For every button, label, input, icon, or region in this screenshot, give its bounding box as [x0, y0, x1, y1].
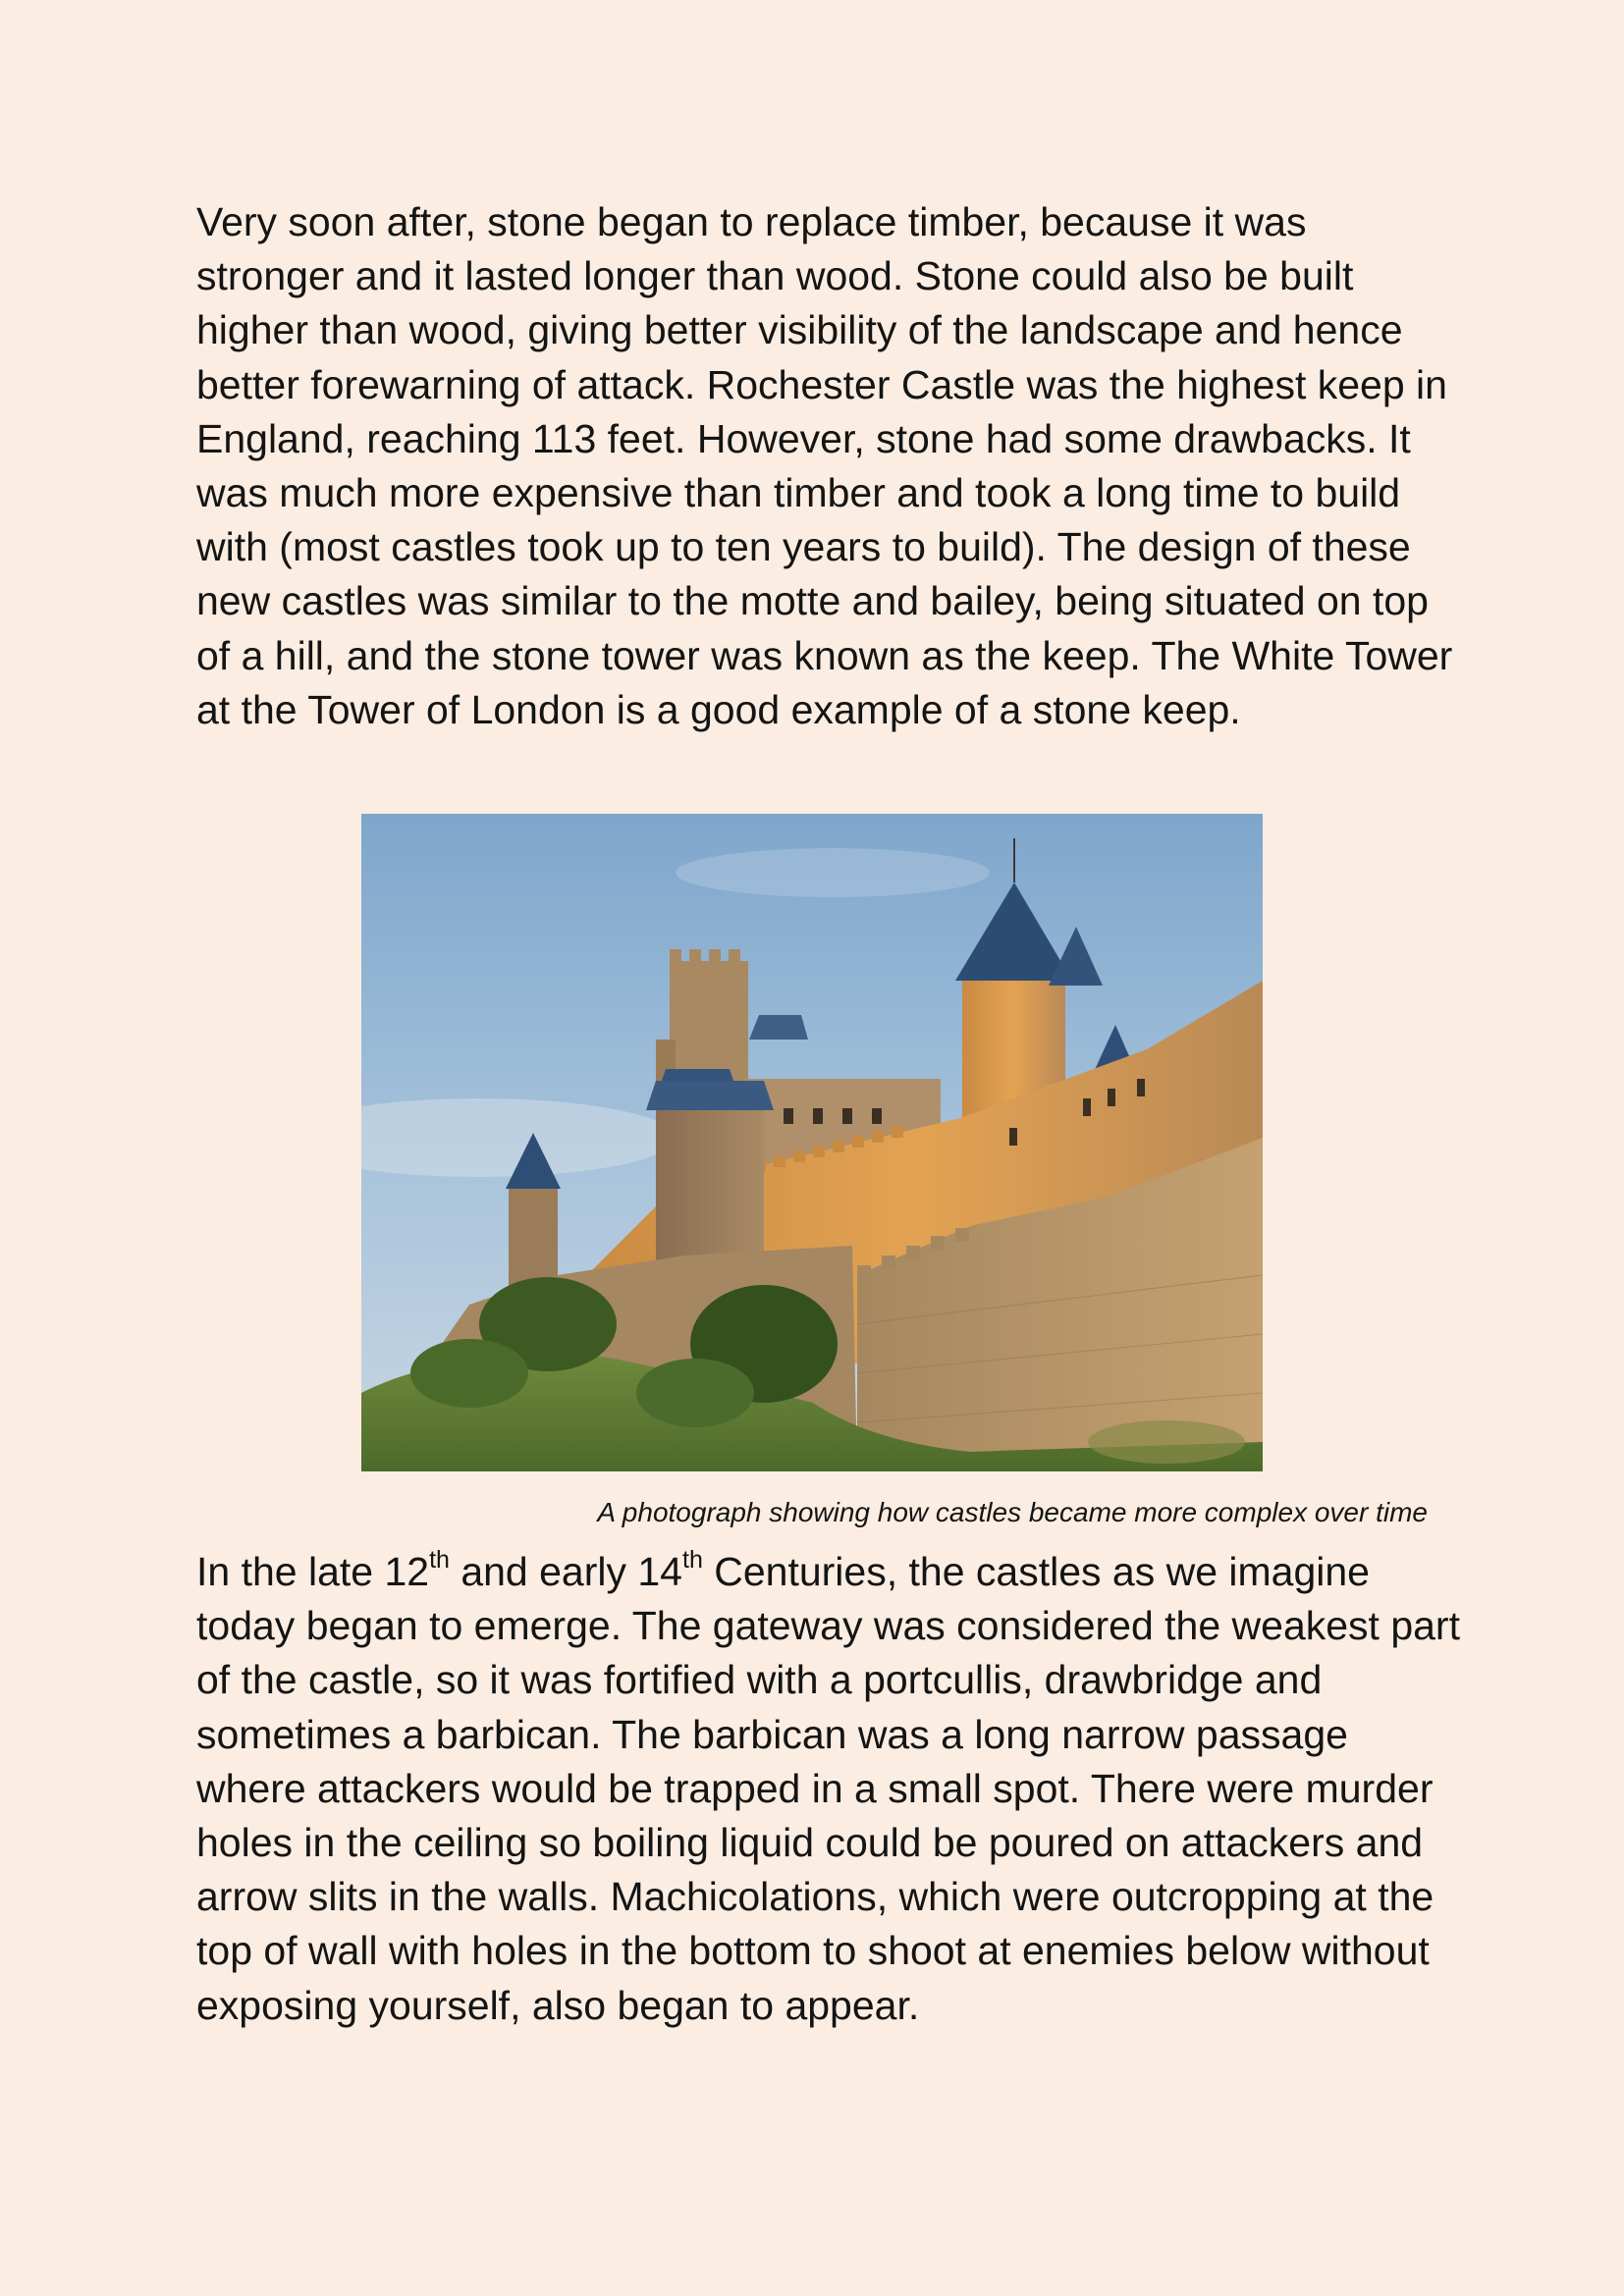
superscript-th-2: th: [682, 1546, 703, 1575]
photo-caption: A photograph showing how castles became more complex over time: [597, 1497, 1428, 1527]
paragraph-later-castles: [196, 1545, 1463, 2033]
paragraph2-text-1: In the late 12: [196, 1549, 430, 1594]
superscript-th-1: th: [429, 1546, 450, 1575]
paragraph2-text-2: and early 14: [449, 1549, 682, 1594]
paragraph2-text-3: Centuries, the castles as we imagine today began to emerge. The gateway was considered the weakest part of the castle, so it was fortified with a portcullis, drawbridge and sometimes a barbican. The barbican was a long narrow passage where attackers would be trapped in a small spot. There were murder holes in the ceiling so boiling liquid could be poured on attackers and arrow slits in the walls. Machicolations, which were outcropping at the top of wall with holes in the bottom to shoot at enemies below without exposing yourself, also began to appear.: [196, 1549, 1460, 2028]
paragraph-stone-castles: Very soon after, stone began to replace timber, because it was stronger and it lasted longer than wood. Stone could also be built higher than wood, giving better visibility of the landscape and hence better forewarning of attack. Rochester Castle was the highest keep in England, reaching 113 feet. However, stone had some drawbacks. It was much more expensive than timber and took a long time to build with (most castles took up to ten years to build). The design of these new castles was similar to the motte and bailey, being situated on top of a hill, and the stone tower was known as the keep. The White Tower at the Tower of London is a good example of a stone keep.: [196, 199, 1453, 732]
castle-photograph: [361, 814, 1263, 1471]
